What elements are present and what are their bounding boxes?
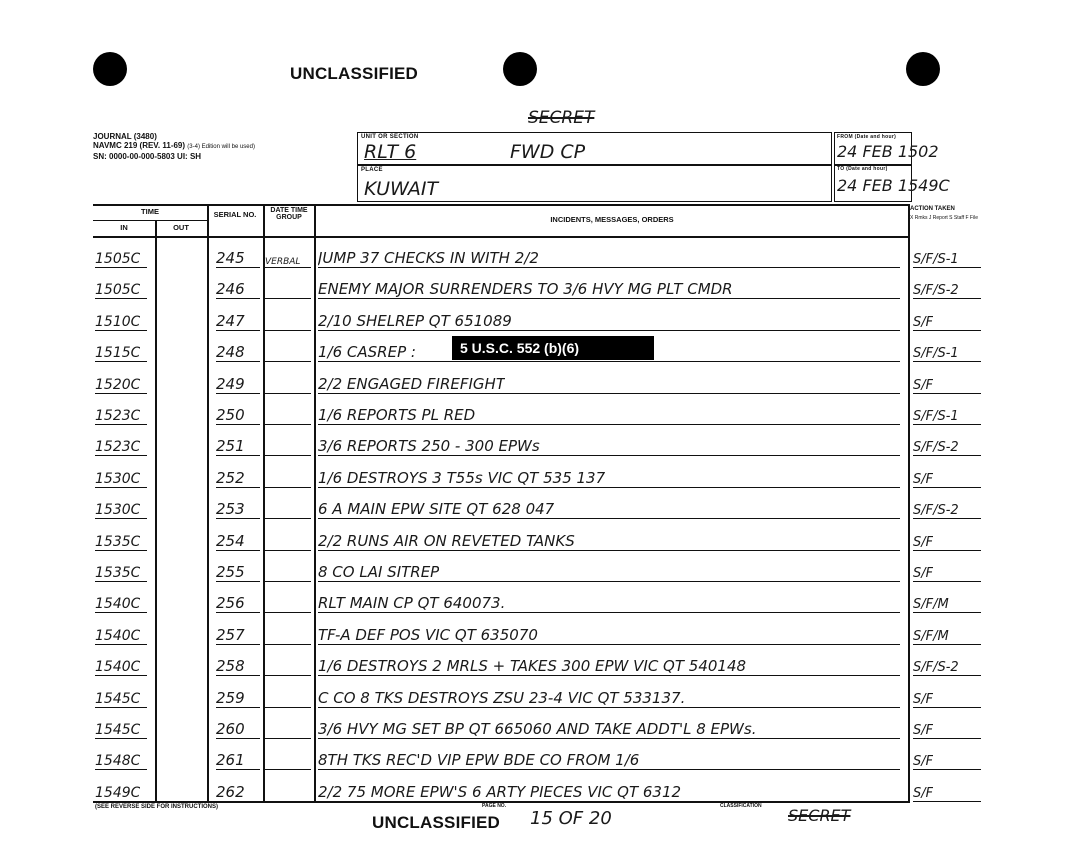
row-underline	[318, 612, 900, 613]
row-underline	[913, 707, 981, 708]
col-out: OUT	[173, 223, 189, 232]
time-cell: 1530C	[95, 470, 141, 487]
serial-cell: 252	[216, 468, 245, 487]
row-underline	[265, 675, 311, 676]
incident-cell: TF-A DEF POS VIC QT 635070	[318, 625, 538, 644]
action-cell: S/F	[913, 785, 934, 801]
row-underline	[216, 581, 260, 582]
incident-cell: 1/6 DESTROYS 3 T55s VIC QT 535 137	[318, 468, 606, 487]
to-date: 24 FEB 1549C	[837, 176, 950, 195]
row-underline	[216, 707, 260, 708]
row-underline	[95, 738, 147, 739]
row-underline	[95, 487, 147, 488]
row-underline	[913, 487, 981, 488]
serial-cell: 261	[216, 751, 245, 770]
action-cell: S/F/M	[913, 628, 949, 644]
row-underline	[318, 455, 900, 456]
row-underline	[265, 298, 311, 299]
time-cell: 1540C	[95, 627, 141, 644]
row-underline	[216, 298, 260, 299]
row-underline	[913, 298, 981, 299]
row-underline	[265, 769, 311, 770]
action-cell: S/F	[913, 314, 934, 330]
incident-cell: C CO 8 TKS DESTROYS ZSU 23-4 VIC QT 533137.	[318, 688, 686, 707]
row-underline	[265, 738, 311, 739]
row-underline	[265, 550, 311, 551]
journal-row	[93, 275, 959, 299]
row-underline	[265, 455, 311, 456]
row-underline	[265, 612, 311, 613]
col-in: IN	[120, 223, 128, 232]
time-cell: 1520C	[95, 376, 141, 393]
journal-row	[93, 621, 949, 645]
classification-top: UNCLASSIFIED	[290, 64, 419, 83]
row-underline	[913, 612, 981, 613]
incident-cell: 2/2 RUNS AIR ON REVETED TANKS	[318, 531, 575, 550]
action-cell: S/F/S-1	[913, 346, 959, 362]
journal-row	[93, 684, 934, 708]
unit-value: RLT 6	[364, 141, 417, 163]
incident-cell: 2/2 ENGAGED FIREFIGHT	[318, 374, 505, 393]
dtg-cell: VERBAL	[265, 257, 301, 267]
incident-cell: 8 CO LAI SITREP	[318, 563, 440, 581]
row-underline	[95, 550, 147, 551]
redaction-box: 5 U.S.C. 552 (b)(6)	[452, 336, 654, 360]
serial-cell: 255	[216, 563, 245, 581]
row-underline	[216, 738, 260, 739]
action-cell: S/F	[913, 723, 934, 738]
row-underline	[216, 644, 260, 645]
time-cell: 1535C	[95, 533, 141, 550]
serial-cell: 249	[216, 374, 245, 393]
form-sn: SN: 0000-00-000-5803 UI: SH	[93, 152, 202, 161]
place-value: KUWAIT	[364, 178, 439, 200]
row-underline	[913, 424, 981, 425]
row-underline	[95, 675, 147, 676]
row-underline	[318, 487, 900, 488]
row-underline	[318, 675, 900, 676]
serial-cell: 247	[216, 311, 245, 330]
row-underline	[913, 644, 981, 645]
row-underline	[265, 267, 311, 268]
journal-row	[93, 307, 934, 331]
punch-hole-left	[93, 52, 127, 86]
incident-cell: 2/2 75 MORE EPW'S 6 ARTY PIECES VIC QT 6312	[318, 782, 682, 801]
row-underline	[318, 518, 900, 519]
col-action-sub: X Rmks J Report S Staff F File	[910, 215, 978, 221]
unit-box-divider	[357, 164, 832, 166]
journal-row	[93, 495, 959, 519]
row-underline	[318, 769, 900, 770]
row-underline	[913, 550, 981, 551]
row-underline	[265, 393, 311, 394]
action-cell: S/F	[913, 754, 934, 770]
from-date: 24 FEB 1502	[837, 142, 939, 161]
footer-instructions: (SEE REVERSE SIDE FOR INSTRUCTIONS)	[95, 804, 219, 810]
action-cell: S/F	[913, 534, 934, 550]
serial-cell: 246	[216, 280, 245, 299]
row-underline	[265, 581, 311, 582]
serial-cell: 262	[216, 782, 245, 801]
row-underline	[95, 801, 147, 802]
classification-bottom: UNCLASSIFIED	[372, 813, 501, 832]
incident-cell: RLT MAIN CP QT 640073.	[318, 594, 506, 613]
classification-label: CLASSIFICATION	[720, 803, 762, 809]
row-underline	[216, 675, 260, 676]
row-underline	[265, 487, 311, 488]
time-cell: 1535C	[95, 565, 141, 581]
row-underline	[913, 801, 981, 802]
to-label: TO (Date and hour)	[837, 166, 888, 172]
row-underline	[318, 267, 900, 268]
action-cell: S/F	[913, 566, 934, 581]
page-number: 15 OF 20	[530, 808, 612, 829]
incident-cell: 1/6 REPORTS PL RED	[318, 406, 476, 424]
row-underline	[216, 330, 260, 331]
journal-row	[93, 778, 934, 802]
table-top-line	[93, 204, 910, 206]
serial-cell: 253	[216, 500, 245, 519]
row-underline	[913, 738, 981, 739]
time-cell: 1545C	[95, 690, 141, 707]
row-underline	[95, 518, 147, 519]
row-underline	[216, 550, 260, 551]
action-cell: S/F	[913, 377, 934, 393]
form-title-block	[93, 132, 255, 161]
row-underline	[216, 801, 260, 802]
row-underline	[95, 361, 147, 362]
row-underline	[95, 769, 147, 770]
incident-cell: ENEMY MAJOR SURRENDERS TO 3/6 HVY MG PLT CMDR	[318, 280, 733, 299]
row-underline	[318, 707, 900, 708]
row-underline	[913, 581, 981, 582]
time-cell: 1523C	[95, 439, 141, 456]
incident-cell: 8TH TKS REC'D VIP EPW BDE CO FROM 1/6	[318, 751, 640, 770]
time-cell: 1505C	[95, 282, 141, 299]
punch-hole-center	[503, 52, 537, 86]
row-underline	[913, 361, 981, 362]
time-cell: 1515C	[95, 345, 141, 362]
time-cell: 1549C	[95, 784, 141, 801]
col-incidents: INCIDENTS, MESSAGES, ORDERS	[550, 215, 674, 224]
action-cell: S/F/S-1	[913, 252, 959, 267]
row-underline	[913, 330, 981, 331]
unit-label: UNIT OR SECTION	[361, 134, 419, 140]
serial-cell: 254	[216, 531, 245, 550]
serial-cell: 260	[216, 720, 245, 738]
form-rev: NAVMC 219 (REV. 11-69)	[93, 141, 186, 150]
journal-row	[93, 652, 959, 676]
time-cell: 1530C	[95, 502, 141, 519]
row-underline	[95, 455, 147, 456]
row-underline	[318, 393, 900, 394]
row-underline	[913, 267, 981, 268]
row-underline	[913, 769, 981, 770]
form-edition: (3-4) Edition will be used)	[187, 144, 255, 150]
serial-cell: 256	[216, 594, 245, 613]
row-underline	[318, 424, 900, 425]
time-split-line	[93, 220, 207, 221]
row-underline	[216, 612, 260, 613]
action-cell: S/F	[913, 471, 934, 487]
row-underline	[318, 581, 900, 582]
journal-row	[93, 589, 949, 613]
action-cell: S/F	[913, 691, 934, 707]
row-underline	[216, 455, 260, 456]
row-underline	[265, 801, 311, 802]
serial-cell: 251	[216, 437, 245, 456]
row-underline	[913, 393, 981, 394]
place-label: PLACE	[361, 167, 383, 173]
journal-row	[93, 401, 959, 425]
row-underline	[95, 707, 147, 708]
row-underline	[265, 707, 311, 708]
journal-row	[93, 432, 959, 456]
row-underline	[318, 644, 900, 645]
time-cell: 1510C	[95, 313, 141, 330]
time-cell: 1505C	[95, 251, 141, 267]
row-underline	[216, 769, 260, 770]
row-underline	[95, 581, 147, 582]
row-underline	[265, 644, 311, 645]
action-cell: S/F/S-2	[913, 503, 959, 519]
page-label: PAGE NO.	[482, 803, 507, 809]
serial-cell: 259	[216, 688, 245, 707]
journal-row	[93, 527, 934, 551]
row-underline	[95, 424, 147, 425]
secret-marking-top: SECRET	[528, 108, 595, 128]
journal-row	[93, 558, 934, 582]
journal-row	[93, 244, 959, 268]
journal-row	[93, 715, 934, 739]
action-cell: S/F/S-2	[913, 283, 959, 299]
row-underline	[265, 361, 311, 362]
row-underline	[318, 550, 900, 551]
row-underline	[318, 361, 900, 362]
row-underline	[265, 424, 311, 425]
action-cell: S/F/S-2	[913, 440, 959, 456]
time-cell: 1540C	[95, 596, 141, 613]
incident-cell: JUMP 37 CHECKS IN WITH 2/2	[318, 249, 539, 267]
punch-hole-right	[906, 52, 940, 86]
time-cell: 1540C	[95, 659, 141, 676]
journal-row	[93, 370, 934, 394]
incident-cell: 2/10 SHELREP QT 651089	[318, 311, 512, 330]
row-underline	[318, 330, 900, 331]
section-value: FWD CP	[510, 141, 586, 163]
incident-cell: 3/6 HVY MG SET BP QT 665060 AND TAKE ADDT'L 8 EPWs.	[318, 720, 757, 738]
journal-row	[93, 746, 934, 770]
col-action: ACTION TAKEN	[910, 206, 955, 212]
row-underline	[216, 361, 260, 362]
row-underline	[216, 487, 260, 488]
row-underline	[913, 455, 981, 456]
row-underline	[95, 267, 147, 268]
action-cell: S/F/S-1	[913, 409, 959, 424]
row-underline	[216, 267, 260, 268]
incident-cell: 1/6 DESTROYS 2 MRLS + TAKES 300 EPW VIC QT 540148	[318, 657, 747, 676]
action-cell: S/F/M	[913, 597, 949, 613]
time-cell: 1523C	[95, 408, 141, 424]
journal-row	[93, 464, 934, 488]
serial-cell: 245	[216, 249, 245, 267]
from-label: FROM (Date and hour)	[837, 134, 897, 140]
row-underline	[95, 330, 147, 331]
time-cell: 1548C	[95, 753, 141, 770]
time-cell: 1545C	[95, 722, 141, 738]
col-dtg: DATE TIME GROUP	[270, 207, 308, 221]
serial-cell: 257	[216, 625, 245, 644]
row-underline	[318, 738, 900, 739]
incident-cell: 3/6 REPORTS 250 - 300 EPWs	[318, 437, 540, 456]
secret-marking-bottom: SECRET	[788, 806, 851, 825]
row-underline	[95, 612, 147, 613]
form-title: JOURNAL (3480)	[93, 132, 157, 141]
row-underline	[265, 518, 311, 519]
row-underline	[95, 644, 147, 645]
serial-cell: 258	[216, 657, 245, 676]
action-cell: S/F/S-2	[913, 660, 959, 676]
row-underline	[318, 298, 900, 299]
row-underline	[318, 801, 900, 802]
row-underline	[216, 393, 260, 394]
incident-cell: 6 A MAIN EPW SITE QT 628 047	[318, 500, 555, 519]
incident-cell: 1/6 CASREP :	[318, 343, 416, 362]
row-underline	[216, 518, 260, 519]
row-underline	[913, 518, 981, 519]
serial-cell: 250	[216, 406, 245, 424]
col-time: TIME	[141, 207, 159, 216]
row-underline	[216, 424, 260, 425]
table-header-line	[93, 236, 910, 238]
row-underline	[95, 393, 147, 394]
col-serial: SERIAL NO.	[213, 210, 257, 219]
row-underline	[913, 675, 981, 676]
row-underline	[265, 330, 311, 331]
serial-cell: 248	[216, 343, 245, 362]
row-underline	[95, 298, 147, 299]
